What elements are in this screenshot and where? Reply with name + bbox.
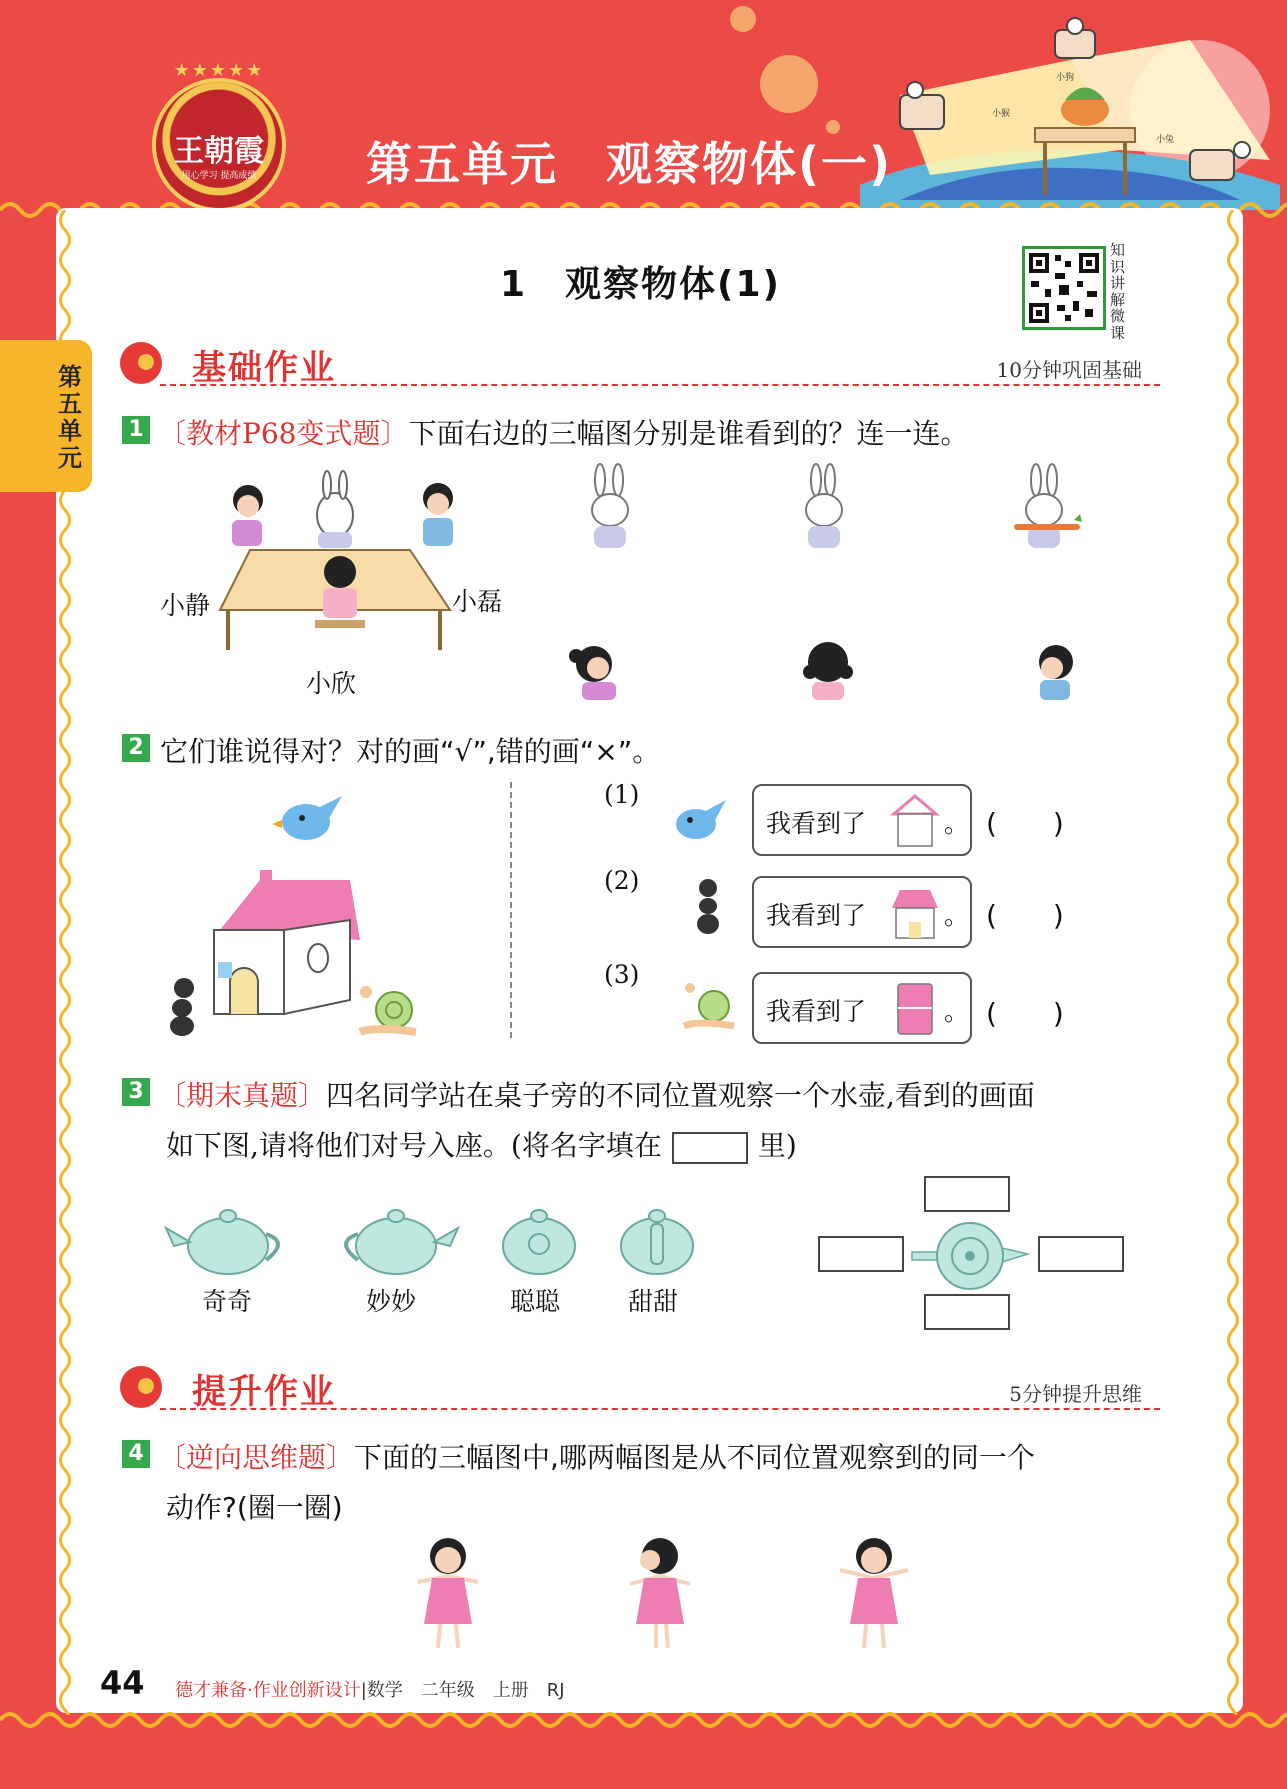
question-4-body: 下面的三幅图中,哪两幅图是从不同位置观察到的同一个: [354, 1441, 1035, 1474]
name-box-top[interactable]: [924, 1176, 1010, 1212]
question-3-line1: [158, 1074, 1035, 1114]
kettle-front: [496, 1198, 582, 1278]
question-2-text: 它们谁说得对？对的画“√”,错的画“×”。: [160, 735, 661, 768]
question-4-line1: [158, 1436, 1035, 1476]
decor-bubble: [730, 6, 756, 32]
kettle-back: [614, 1198, 700, 1278]
speech-bubble: [752, 876, 972, 948]
speech-period: 。: [944, 809, 970, 838]
observation-scene-illustration: [860, 0, 1280, 210]
table-scene-illustration: [190, 460, 520, 670]
student-name: 甜甜: [628, 1287, 679, 1316]
snail-illustration: [356, 976, 422, 1040]
question-number: 1: [122, 416, 150, 444]
name-box-right[interactable]: [1038, 1236, 1124, 1272]
page-number: 44: [100, 1664, 145, 1702]
question-number: 2: [122, 734, 150, 762]
kettle-side-right: [330, 1198, 462, 1278]
student-name: 妙妙: [366, 1287, 417, 1316]
question-number: 4: [122, 1440, 150, 1468]
name-box-bottom[interactable]: [924, 1294, 1010, 1330]
unit-side-tab: [0, 340, 92, 492]
section-basic: [120, 336, 1160, 392]
house-illustration: [200, 870, 370, 1020]
speech-text: 我看到了: [766, 809, 867, 838]
section-title: 提升作业: [192, 1372, 336, 1412]
person-label: 小磊: [452, 587, 503, 616]
girl-back-view: [798, 636, 858, 700]
girl-view: [566, 640, 636, 700]
dancing-girl-3[interactable]: [834, 1534, 914, 1652]
speech-bubble: [752, 972, 972, 1044]
rabbit-view-front: [582, 462, 638, 554]
section-divider: [160, 384, 1160, 386]
unit-title: 第五单元 观察物体(一): [366, 137, 893, 191]
item-label: (2): [604, 866, 640, 895]
speech-bubble: [752, 784, 972, 856]
snail-small-icon: [682, 972, 738, 1034]
logo-name: 王朝霞: [174, 134, 264, 169]
scene-label: 小猴: [992, 109, 1011, 119]
fill-box-example: [672, 1132, 748, 1164]
scene-label: 小兔: [1156, 135, 1175, 145]
student-name: 奇奇: [202, 1287, 253, 1316]
question-tag: 〔逆向思维题〕: [158, 1441, 355, 1474]
student-name: 聪聪: [510, 1287, 561, 1316]
person-label: 小欣: [306, 669, 357, 698]
frame-wavy-border-right: [1222, 210, 1244, 1715]
qr-label: 知识讲解微课: [1110, 241, 1126, 342]
footer-meta: |数学 二年级 上册 RJ: [360, 1680, 565, 1701]
roof-top-view-icon: [890, 980, 940, 1038]
speech-text: 我看到了: [766, 997, 867, 1026]
section-subtitle: 10分钟巩固基础: [996, 358, 1142, 382]
answer-blank[interactable]: ( ): [986, 807, 1064, 840]
item-label: (3): [604, 960, 640, 989]
speech-period: 。: [944, 997, 970, 1026]
item-label: (1): [604, 780, 640, 809]
kettle-side-left: [162, 1198, 294, 1278]
question-number: 3: [122, 1078, 150, 1106]
qr-code-pattern: [1025, 249, 1103, 327]
question-3-body: 如下图,请将他们对号入座。(将名字填在: [166, 1129, 662, 1162]
scene-label: 小狗: [1056, 73, 1075, 83]
page-header: [0, 0, 1287, 210]
boy-view: [1030, 640, 1080, 700]
question-1-text: [158, 412, 969, 452]
house-roof-top-icon: [890, 792, 940, 850]
answer-blank[interactable]: ( ): [986, 899, 1064, 932]
footer-brand: 德才兼备·作业创新设计: [175, 1680, 361, 1701]
question-4-line2: 动作?(圈一圈): [166, 1491, 343, 1524]
question-3-body: 里): [757, 1129, 797, 1162]
speech-period: 。: [944, 901, 970, 930]
question-3-line2: [166, 1124, 797, 1164]
ant-illustration: [160, 974, 206, 1038]
dancing-girl-2[interactable]: [620, 1534, 700, 1652]
house-front-icon: [890, 884, 940, 942]
logo-slogan: 用心学习 提高成绩: [181, 171, 257, 181]
footer-wavy-border: [0, 1706, 1287, 1736]
section-title: 基础作业: [192, 348, 336, 388]
qr-code[interactable]: [1022, 246, 1106, 330]
section-divider: [160, 1408, 1160, 1410]
section-advanced: [120, 1360, 1160, 1416]
lesson-title: 1 观察物体(1): [500, 264, 782, 305]
bird-small-icon: [664, 796, 734, 844]
decor-bubble: [760, 55, 818, 113]
name-box-left[interactable]: [818, 1236, 904, 1272]
person-label: 小静: [160, 591, 211, 620]
brand-logo: [152, 60, 286, 212]
question-3-body: 四名同学站在桌子旁的不同位置观察一个水壶,看到的画面: [326, 1079, 1035, 1112]
question-1-body: 下面右边的三幅图分别是谁看到的？连一连。: [408, 417, 969, 450]
question-tag: 〔期末真题〕: [158, 1079, 327, 1112]
footer-text: [175, 1676, 565, 1702]
bell-icon: [120, 1366, 162, 1408]
bird-illustration: [266, 790, 356, 846]
rabbit-view-back: [796, 462, 852, 554]
bell-icon: [120, 342, 162, 384]
answer-blank[interactable]: ( ): [986, 997, 1064, 1030]
speech-text: 我看到了: [766, 901, 867, 930]
side-tab-label: 第五单元: [58, 363, 82, 472]
section-subtitle: 5分钟提升思维: [1009, 1382, 1142, 1406]
ant-small-icon: [690, 876, 726, 938]
rabbit-view-side: [1012, 462, 1082, 554]
kettle-top-view: [910, 1220, 1030, 1292]
question-tag: 〔教材P68变式题〕: [158, 417, 409, 450]
logo-stars: ★★★★★: [173, 60, 265, 81]
dancing-girl-1[interactable]: [408, 1534, 488, 1652]
divider-line: [510, 782, 512, 1038]
